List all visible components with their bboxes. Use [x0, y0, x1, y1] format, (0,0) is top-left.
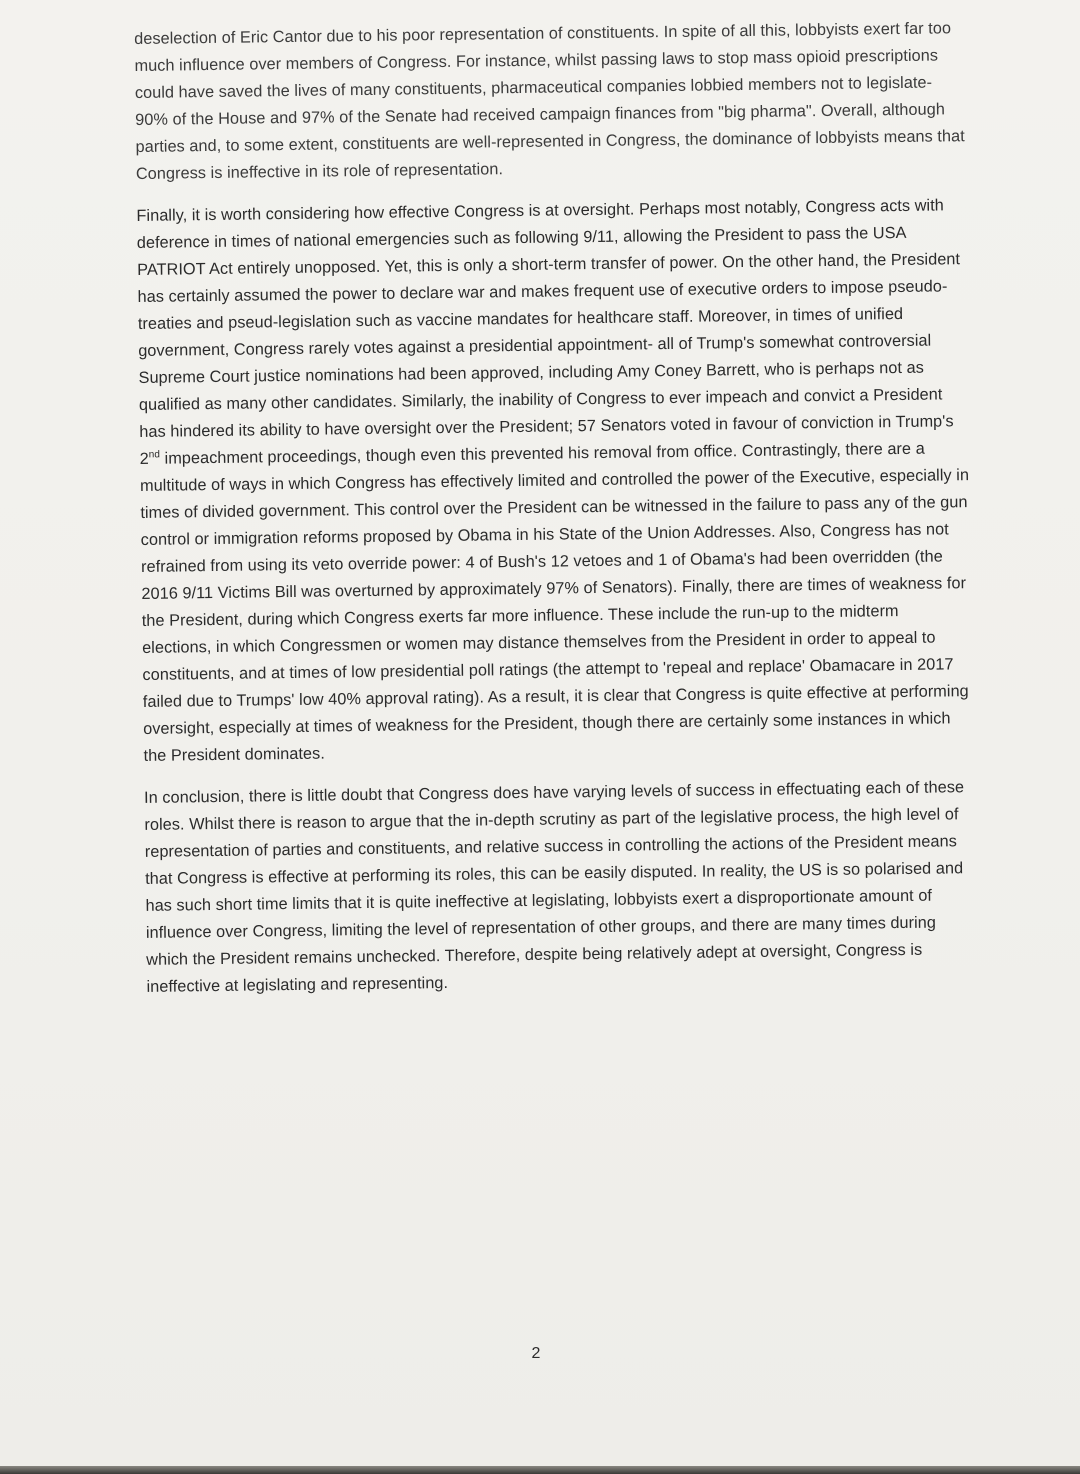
page-bottom-edge [0, 1466, 1080, 1474]
paragraph-representation: deselection of Eric Cantor due to his poor representation of constituents. In spite of all this, lobbyists exert far too much influence over members of Congress. For instance, whilst passing laws to stop mass opioid prescriptions could have saved the lives of many constituents, pharmaceutical companies lobbied members not to legislate- 90% of the House and 97% of the Senate had received campaign finances from "big pharma". Overall, although parties and, to some extent, constituents are well-represented in Congress, the dominance of lobbyists means that Congress is ineffective in its role of representation. [134, 19, 965, 183]
paragraph-conclusion: In conclusion, there is little doubt that Congress does have varying levels of success in effectuating each of these roles. Whilst there is reason to argue that the in-depth scrutiny as part of the legislative process, the high level of representation of parties and constituents, and relative success in controlling the actions of the President means that Congress is effective at performing its roles, this can be easily disputed. In reality, the US is so polarised and has such short time limits that it is quite ineffective at legislating, lobbyists exert a disproportionate amount of influence over Congress, limiting the level of representation of other groups, and there are many times during which the President remains unchecked. Therefore, despite being relatively adept at oversight, Congress is ineffective at legislating and representing. [143, 778, 965, 996]
paragraph-oversight [136, 192, 973, 770]
oversight-text-part2: impeachment proceedings, though even this prevented his removal from office. Contrastingly, there are a multitude of ways in which Congress has effectively limited and controlled the power of the Executive, especially in times of divided government. This control over the President can be witnessed in the failure to pass any of the gun control or immigration reforms proposed by Obama in his State of the Union Addresses. Also, Congress has not refrained from using its veto override power: 4 of Bush's 12 vetoes and 1 of Obama's had been overridden (the 2016 9/11 Victims Bill was overturned by approximately 97% of Senators). Finally, there are times of weakness for the President, during which Congress exerts far more influence. These include the run-up to the midterm elections, in which Congressmen or women may distance themselves from the President in order to appeal to constituents, and at times of low presidential poll ratings (the attempt to 'repeal and replace' Obamacare in 2017 failed due to Trumps' low 40% approval rating). As a result, it is clear that Congress is quite effective at performing oversight, especially at times of weakness for the President, though there are certainly some instances in which the President dominates. [139, 439, 970, 765]
ordinal-suffix: nd [148, 449, 161, 461]
oversight-text-part1: Finally, it is worth considering how effective Congress is at oversight. Perhaps most notably, Congress acts with deference in times of national emergencies such as following 9/11, allowing the President to pass the USA PATRIOT Act entirely unopposed. Yet, this is only a short-term transfer of power. On the other hand, the President has certainly assumed the power to declare war and makes frequent use of executive orders to impose pseudo-treaties and pseud-legislation such as vaccine mandates for healthcare staff. Moreover, in times of unified government, Congress rarely votes against a presidential appointment- all of Trump's somewhat controversial Supreme Court justice nominations had been approved, including Amy Coney Barrett, who is perhaps not as qualified as many other candidates. Similarly, the inability of Congress to ever impeach and convict a President has hindered its ability to have oversight over the President; 57 Senators voted in favour of conviction in Trump's 2 [136, 196, 961, 468]
document-body [134, 15, 977, 1016]
page-number: 2 [531, 1345, 541, 1362]
